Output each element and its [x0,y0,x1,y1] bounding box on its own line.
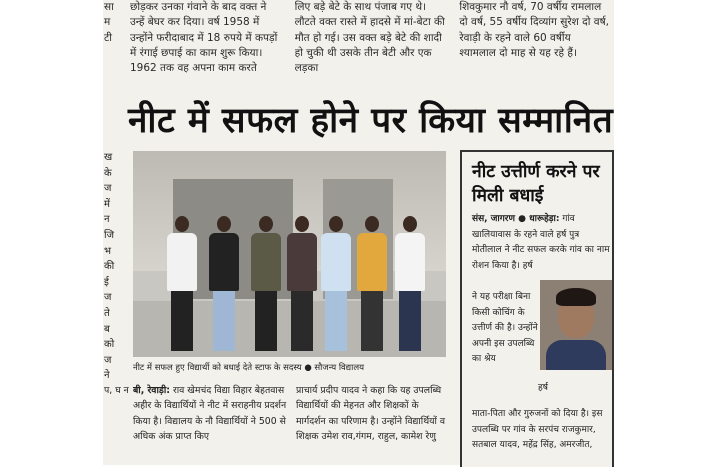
margin-char: ख [104,152,113,163]
photo-caption: नीट में सफल हुए विद्यार्थी को बधाई देते स्टाफ के सदस्य ● सौजन्य विद्यालय [133,363,365,373]
left-margin-text [104,150,118,384]
top-column-1: छोड़कर उनका गंवाने के बाद वक्त ने उन्हें बेघर कर दिया। वर्ष 1958 में उन्होंने फरीदाबाद में 18 रुपये में कपड़ों में रंगाई छपाई का काम शुरू किया। 1962 तक वह अपना काम करते [130,1,278,75]
portrait-caption: हर्ष [538,383,548,393]
student-figure [357,216,387,351]
figure-legs [361,291,383,351]
figure-legs [291,291,313,351]
student-figure [209,216,239,351]
student-figure [251,216,281,351]
sidebar-intro-text: गांव खालियावास के रहने वाले हर्ष पुत्र मोतीलाल ने नीट सफल करके गांव का नाम रोशन किया है। हर्ष [472,214,610,271]
margin-char: की [104,261,115,273]
figure-head [259,216,273,232]
sidebar-dateline: संस, जागरण ● धारूहेड़ा: [472,214,560,224]
margin-char: भ [104,245,112,257]
margin-char: जि [104,229,115,241]
sidebar-article [460,150,614,467]
student-figure [287,216,317,351]
main-headline: नीट में सफल होने पर किया सम्मानित [128,101,614,141]
figure-head [365,216,379,232]
body-column-1-text: राव खेमचंद विद्या विहार बेहतवास अहीर के विद्यार्थियों ने नीट में सराहनीय प्रदर्शन किया है। विद्यालय के नौ विद्यार्थियों ने 500 से अधिक अंक प्राप्त किए [133,385,287,442]
margin-char: ते [104,307,110,319]
figure-legs [255,291,277,351]
student-figure [321,216,351,351]
margin-char: में [104,198,110,210]
body-dateline: बी, रेवाड़ी: [133,385,170,396]
sidebar-bottom-text: माता-पिता और गुरुजनों को दिया है। इस उपलब्धि पर गांव के सरपंच राजकुमार, सतबाल यादव, महेंद्र सिंह, अमरजीत, [472,409,603,450]
margin-char: ब [104,323,110,335]
margin-char: ने [104,370,110,382]
sidebar-narrow-text: ने यह परीक्षा बिना किसी कोचिंग के उत्तीर्ण की है। उन्होंने अपनी इस उपलब्धि का श्रेय [472,292,538,364]
sidebar-intro [472,212,610,274]
top-column-3: शिवकुमार नौ वर्ष, 70 वर्षीय रामलाल दो वर्ष, 55 वर्षीय दिव्यांग सुरेश दो वर्ष, रेवाड़ी के रहने वाले 60 वर्षीय श्यामलाल दो माह से यह रहे हैं। [459,1,610,59]
margin-char: को [104,339,115,351]
figure-head [295,216,309,232]
figure-head [403,216,417,232]
figure-head [217,216,231,232]
left-strip-top-text: सा म टी [104,1,114,44]
margin-char: ज [104,183,112,195]
figure-legs [399,291,421,351]
margin-char: ज [104,354,112,366]
figure-top [287,233,317,291]
figure-legs [325,291,347,351]
figure-legs [213,291,235,351]
margin-char: न [104,214,110,226]
top-column-2: लिए बड़े बेटे के साथ पंजाब गए थे। लौटते वक्त रास्ते में हादसे में मां-बेटा की मौत हो गई। उस वक्त बड़े बेटे की शादी हो चुकी थी उसके तीन बेटी और एक लड़का [294,1,445,75]
figure-top [357,233,387,291]
margin-char: ज [104,292,112,304]
figure-legs [171,291,193,351]
portrait-shirt [546,340,606,370]
student-portrait [540,280,612,370]
group-photo [133,151,446,357]
margin-char: के [104,167,112,179]
figure-head [175,216,189,232]
margin-char: ई [104,276,109,288]
student-figure [395,216,425,351]
body-column-2: प्राचार्य प्रदीप यादव ने कहा कि यह उपलब्धि विद्यार्थियों की मेहनत और शिक्षकों के मार्गदर्शन का परिणाम है। उन्होंने विद्यार्थियों व शिक्षक उमेश राव,गंगम, राहुल, कामेश रेणु [296,385,446,442]
figure-top [395,233,425,291]
student-figure [167,216,197,351]
figure-top [167,233,197,291]
figure-top [321,233,351,291]
figure-head [329,216,343,232]
left-strip-body-text: प, घ न [104,385,129,396]
top-article-columns [130,0,610,88]
portrait-hair [556,288,596,306]
figure-top [209,233,239,291]
figure-top [251,233,281,291]
body-column-1 [133,383,288,465]
body-article-columns [133,383,451,465]
sidebar-headline: नीट उत्तीर्ण करने पर मिली बधाई [472,162,600,206]
